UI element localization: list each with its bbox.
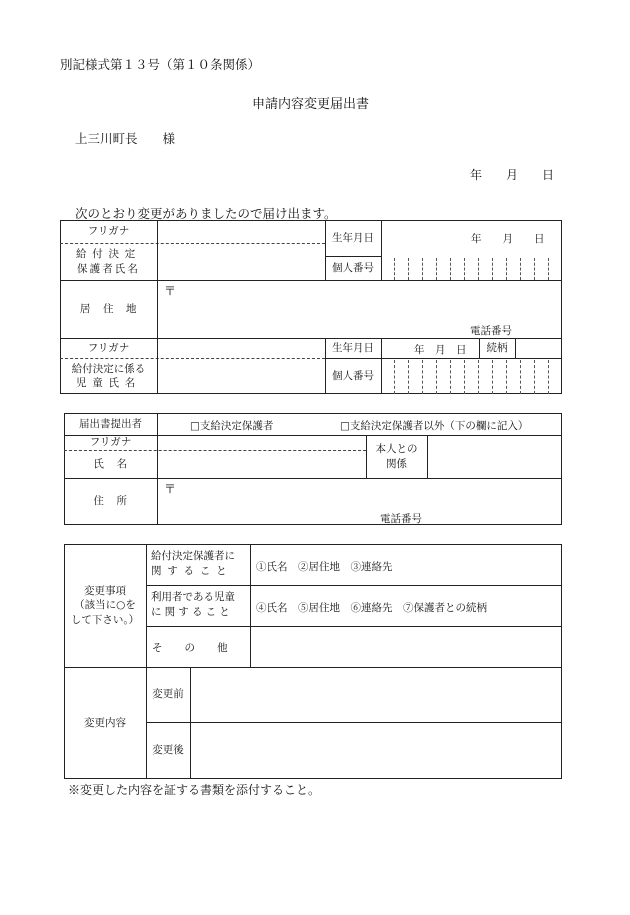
user-category-line1: 利用者である児童 (151, 591, 235, 603)
child-name-label-line2: 児童氏名 (75, 377, 142, 389)
option-guardian-checkbox[interactable]: □支給決定保護者 (190, 420, 274, 432)
guardian-id-label: 個人番号 (332, 261, 374, 274)
submitter-address-label: 住所 (93, 495, 140, 508)
guardian-name-label-line2: 保護者氏名 (77, 262, 140, 275)
user-category-label (151, 590, 235, 620)
change-items-line1: 変更事項 (84, 585, 126, 598)
child-birth-value: 年 月 日 (414, 344, 467, 356)
intro-text: 次のとおり変更がありましたので届け出ます。 (75, 206, 337, 221)
child-name-label (60, 358, 157, 394)
child-id-label: 個人番号 (332, 369, 374, 382)
before-content-field[interactable] (191, 668, 561, 721)
guardian-name-label (60, 243, 157, 280)
guardian-category-label (151, 549, 235, 579)
guardian-furigana-label: フリガナ (87, 225, 130, 238)
child-birth-label: 生年月日 (332, 341, 374, 354)
child-relation-label: 続柄 (486, 341, 508, 354)
guardian-change-options[interactable]: ①氏名 ②居住地 ③連絡先 (256, 561, 393, 573)
form-number: 別記様式第１３号（第１０条関係） (60, 57, 261, 72)
change-content-label: 変更内容 (84, 716, 126, 729)
child-name-label-line1: 給付決定に係る (71, 362, 146, 375)
change-items-label (64, 544, 146, 667)
relation-label-line2: 関係 (386, 457, 407, 470)
user-change-options[interactable]: ④氏名 ⑤居住地 ⑥連絡先 ⑦保護者との続柄 (256, 602, 487, 614)
addressee: 上三川町長 様 (75, 131, 176, 146)
guardian-birth-value: 年 月 日 (471, 233, 545, 245)
submission-date: 年 月 日 (470, 168, 555, 182)
user-category-line2: に関すること (151, 606, 233, 619)
change-items-line2: （該当に○を (74, 599, 136, 612)
footnote: ※変更した内容を証する書類を添付すること。 (68, 783, 321, 797)
relation-label-line1: 本人との (375, 443, 418, 456)
guardian-birth-label: 生年月日 (332, 231, 374, 244)
option-other-checkbox[interactable]: □支給決定保護者以外（下の欄に記入） (340, 420, 529, 432)
residence-phone-label: 電話番号 (470, 325, 512, 337)
residence-label: 居住地 (79, 302, 150, 315)
submitter-name-label: 氏名 (93, 457, 140, 470)
form-title: 申請内容変更届出書 (252, 97, 370, 112)
relation-label (366, 435, 427, 478)
submitter-phone-label: 電話番号 (380, 513, 422, 525)
submitter-label: 届出書提出者 (79, 417, 142, 430)
residence-postal-mark: 〒 (164, 284, 177, 298)
after-content-field[interactable] (191, 723, 561, 778)
other-label: その他 (152, 642, 250, 654)
after-label: 変更後 (152, 744, 184, 757)
before-label: 変更前 (152, 688, 184, 701)
guardian-category-line2: 関すること (151, 565, 233, 578)
change-items-line3: して下さい。） (70, 613, 140, 626)
submitter-postal-mark: 〒 (164, 482, 177, 496)
guardian-category-line1: 給付決定保護者に (151, 550, 235, 562)
guardian-name-label-line1: 給付決定 (75, 248, 142, 261)
submitter-furigana-label: フリガナ (89, 436, 132, 449)
child-furigana-label: フリガナ (87, 341, 130, 354)
